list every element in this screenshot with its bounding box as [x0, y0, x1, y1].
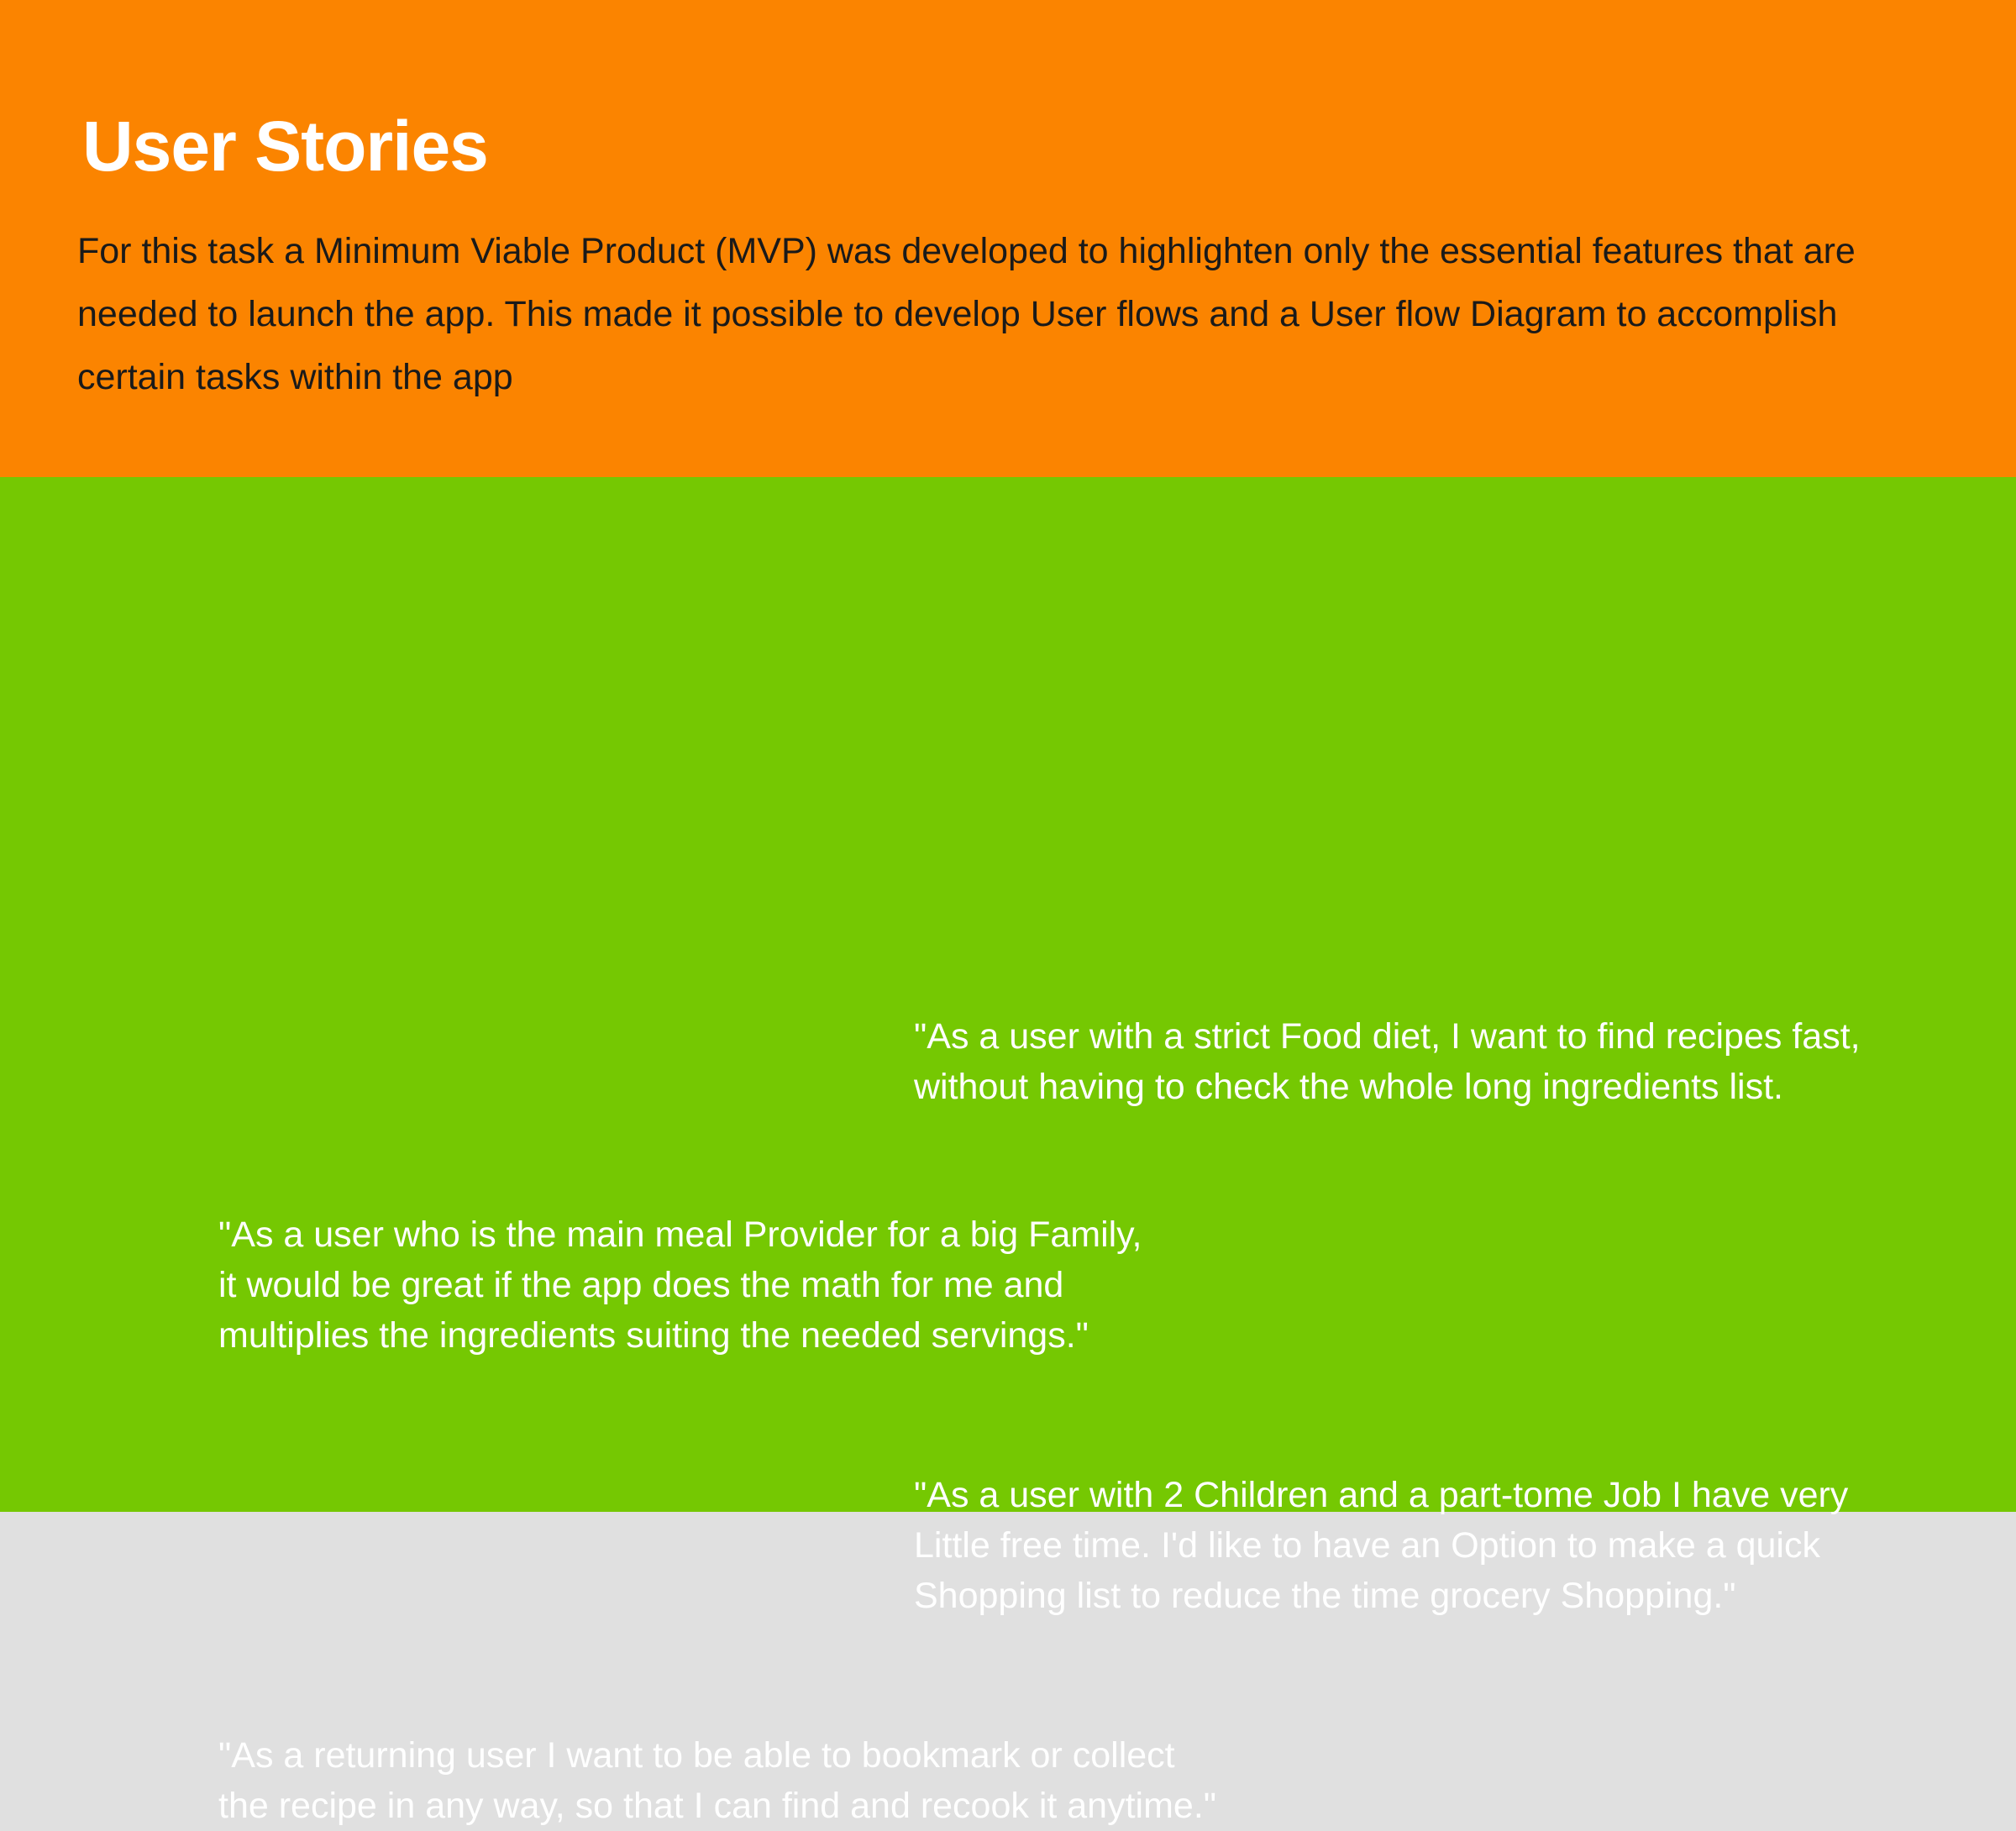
user-story-quote-2 — [218, 1209, 1142, 1361]
quote-line: "As a user with 2 Children and a part-tome Job I have very — [914, 1475, 1849, 1515]
quote-line: without having to check the whole long ingredients list. — [914, 1067, 1784, 1107]
intro-line: needed to launch the app. This made it possible to develop User flows and a User flow Diagram to accomplish — [77, 294, 1838, 334]
quote-line: Little free time. I'd like to have an Option to make a quick — [914, 1525, 1820, 1566]
user-story-quote-3 — [914, 1470, 1848, 1621]
body-section — [0, 477, 2016, 1826]
quote-line: the recipe in any way, so that I can find and recook it anytime." — [218, 1786, 1217, 1826]
quote-line: "As a returning user I want to be able to bookmark or collect — [218, 1735, 1175, 1776]
page-title: User Stories — [82, 107, 488, 186]
user-story-quote-1 — [914, 1011, 1861, 1112]
quote-line: "As a user who is the main meal Provider for a big Family, — [218, 1215, 1142, 1255]
quote-line: it would be great if the app does the math for me and — [218, 1265, 1064, 1305]
header-section — [0, 0, 2016, 477]
quote-line: Shopping list to reduce the time grocery Shopping." — [914, 1576, 1736, 1616]
intro-paragraph — [77, 220, 1858, 409]
intro-line: For this task a Minimum Viable Product (MVP) was developed to highlighten only the essential features that are — [77, 231, 1856, 271]
intro-line: certain tasks within the app — [77, 357, 513, 397]
quote-line: multiplies the ingredients suiting the needed servings." — [218, 1315, 1089, 1356]
quote-line: "As a user with a strict Food diet, I want to find recipes fast, — [914, 1016, 1861, 1057]
user-story-quote-4 — [218, 1730, 1216, 1831]
